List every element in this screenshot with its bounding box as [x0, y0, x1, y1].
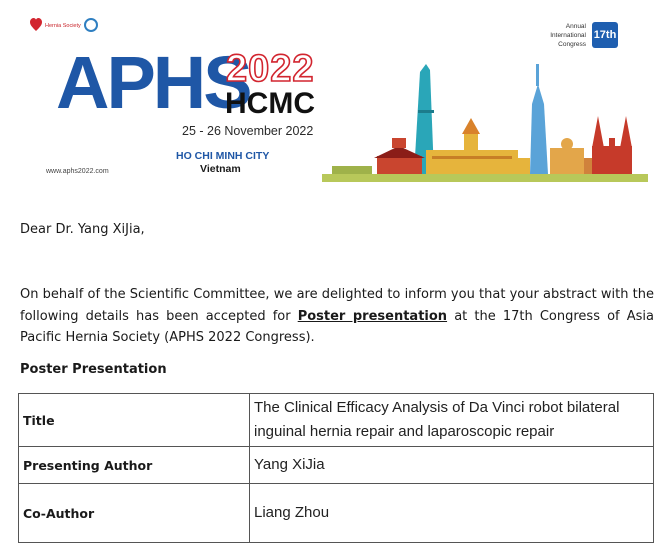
congress-banner [16, 6, 646, 186]
society-logo-text: Hernia Society [45, 23, 81, 29]
row-label: Title [19, 394, 250, 447]
heart-logo-icon [30, 18, 42, 32]
congress-dates: 25 - 26 November 2022 [182, 124, 314, 138]
row-label: Co-Author [19, 484, 250, 543]
brand-year: 2022 [226, 48, 315, 90]
row-value: Yang XiJia [250, 447, 654, 484]
annual-line: Annual [565, 23, 586, 30]
acceptance-paragraph [20, 284, 654, 349]
abstract-details-table [18, 393, 654, 543]
section-title: Poster Presentation [20, 362, 167, 377]
brand-title: APHS [56, 41, 250, 124]
table-row [19, 484, 654, 543]
edition-badge: 17th [592, 22, 618, 48]
annual-congress-label [538, 22, 586, 49]
table-row [19, 447, 654, 484]
congress-country: Vietnam [200, 163, 241, 175]
row-value: The Clinical Efficacy Analysis of Da Vinci robot bilateral inguinal hernia repair and laparoscopic repair [250, 394, 654, 447]
paragraph-text: at the 17th Congress of Asia Pacific Hernia Society (APHS 2022 Congress). [20, 308, 654, 345]
hcmc-skyline-illustration [322, 54, 648, 184]
congress-city: HO CHI MINH CITY [176, 150, 270, 162]
annual-line: Congress [558, 41, 586, 48]
website-link[interactable]: www.aphs2022.com [46, 168, 109, 175]
greeting: Dear Dr. Yang XiJia, [20, 222, 145, 237]
hernia-society-logo [30, 18, 81, 32]
presentation-type: Poster presentation [297, 308, 448, 324]
row-value: Liang Zhou [250, 484, 654, 543]
brand-city-code: HCMC [225, 87, 315, 120]
round-emblem-icon [84, 18, 98, 32]
paragraph-text: On behalf of the Scientific Committee, we are delighted to inform you that your abstract with the following details has been accepted for [20, 287, 654, 324]
row-label: Presenting Author [19, 447, 250, 484]
table-row [19, 394, 654, 447]
annual-line: International [550, 32, 586, 39]
